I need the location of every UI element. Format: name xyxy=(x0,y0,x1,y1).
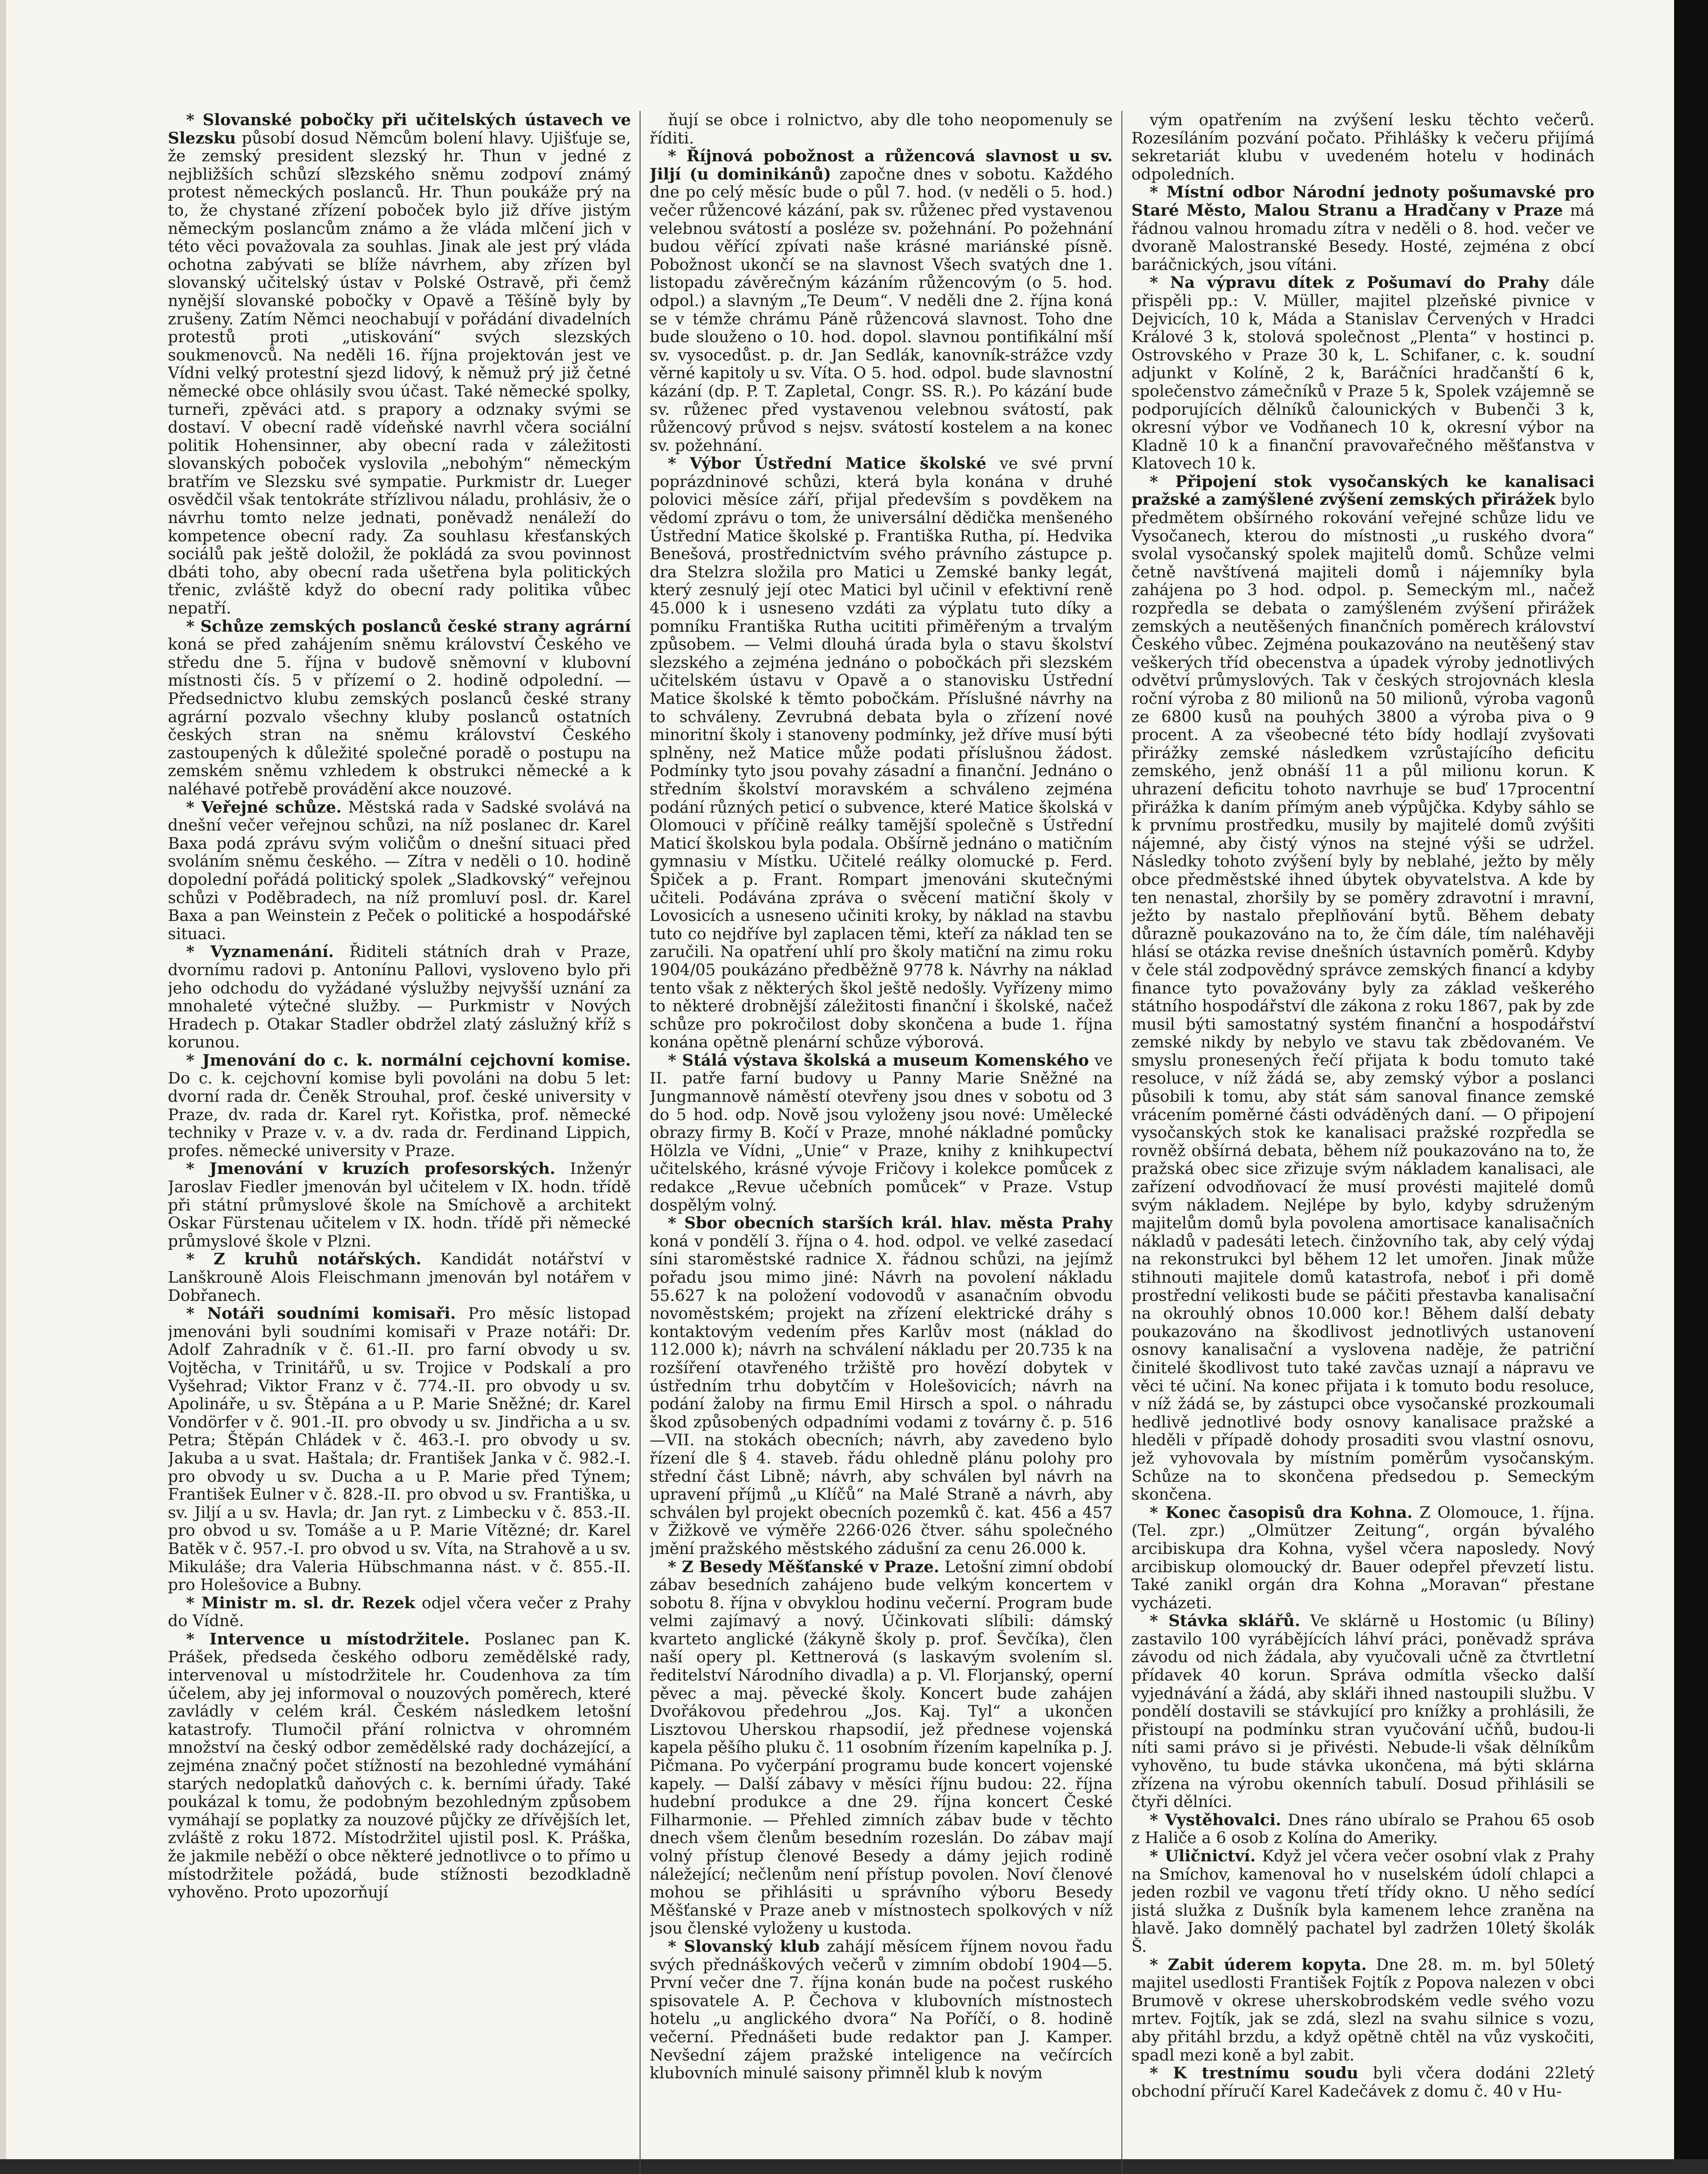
news-item xyxy=(650,1937,1113,2082)
news-item xyxy=(1131,1504,1595,1612)
news-item-heading: * Zabit úderem kopyta. xyxy=(1150,1955,1367,1974)
news-item-heading: * Schůze zemských poslanců české strany agrární xyxy=(186,617,631,636)
news-item-heading: * Vystěhovalci. xyxy=(1150,1810,1281,1829)
news-item-heading: * Slovanský klub xyxy=(668,1937,820,1956)
news-item-heading: * Uličnictví. xyxy=(1150,1847,1256,1865)
news-item-heading: * Sbor obecních starších král. hlav. města Prahy xyxy=(668,1214,1113,1233)
news-item-body: Řiditeli státních drah v Praze, dvornímu radovi p. Antonínu Pallovi, vysloveno bylo při jeho odchodu do vyžádané výslužby nejvyšší uznání za mnohaleté výtečné služby. — Purkmistr v Nových Hradech p. Otakar Stadler obdržel zlatý záslužný kříž s korunou. xyxy=(168,942,631,1052)
news-item-body: Ve sklárně u Hostomic (u Bíliny) zastavilo 100 vyrábějících láhví práci, poněvadž správa závodu od nich žádala, aby vyučovali učně za čtvrtletní přídavek 40 korun. Správa odmítla všecko další vyjednávání a žádá, aby skláři ihned nastoupili službu. V pondělí dostavili se stávkující pro knížky a prohlásili, že přistoupí na podmínku stran vyučování učňů, budou-li níti sami právo si je přivésti. Nebude-li však dělníkům vyhověno, tu bude stávka ukončena, má býti sklárna zřízena na výrobu okenních tabulí. Dosud přihlásili se čtyři dělníci. xyxy=(1131,1611,1595,1811)
news-item-body: ve své první poprázdninové schůzi, která byla konána v druhé polovici měsíce září, přijal především s povděkem na vědomí zprávu o tom, že universální dědička menšeného Ústřední Matice školské p. Františka Rutha, pí. Hedvika Benešová, prostřednictvím svého právního zástupce p. dra Stelzra složila pro Matici u Zemské banky legát, který zesnulý její otec Matici byl učinil v efektivní reně 45.000 k i usneseno vzdáti za výplatu tuto díky a pomníku Františka Rutha ucititi přiměřeným a trvalým způsobem. — Velmi dlouhá úrada byla o stavu školství slezského a zejména jednáno o pobočkách při slezském učitelském ústavu v Opavě a o stanovisku Ústřední Matice školské k těmto pobočkám. Příslušné návrhy na to schváleny. Zevrubná debata byla o zřízení nové minoritní školy i stanoveny podmínky, jež dříve musí býti splněny, než Matice může podati příslušnou žádost. Podmínky tyto jsou povahy zásadní a finanční. Jednáno o středním školství moravském a schváleno zejména podání různých peticí o subvence, které Matice školská v Olomouci v příčině reálky tamější společně s Ústřední Maticí školskou byla podala. Obšírně jednáno o matičním gymnasiu v Místku. Učitelé reálky olomucké p. Ferd. Špiček a p. Frant. Rompart jmenováni skutečnými učiteli. Podávána zpráva o svěcení matiční školy v Lovosicích a usneseno učiniti kroky, by náklad na stavbu tuto co nejdříve byl zaplacen těmi, kteří za náklad ten se zaručili. Na opatření uhlí pro školy matiční na zimu roku 1904/05 poukázáno předběžně 9778 k. Návrhy na náklad tento však z některých škol ještě nedošly. Vyřízeny mimo to některé drobnější záležitosti finanční i školské, načež schůze pro pokročilost doby skončena a bude 1. října konána opětně plenární schůze výborová. xyxy=(650,454,1113,1052)
column-3 xyxy=(1131,111,1595,2174)
news-item-body: zahájí měsícem říjnem novou řadu svých přednáškových večerů v zimním období 1904—5. První večer dne 7. října konán bude na počest ruského spisovatele A. P. Čechova v klubovních místnostech hotelu „u anglického dvora“ Na Poříčí, o 8. hodině večerní. Přednášeti bude redaktor pan J. Kamper. Nevšední zájem pražské inteligence na večírcích klubovních minulé saisony přimněl klub k novým xyxy=(650,1937,1113,2083)
news-item xyxy=(650,1214,1113,1557)
column-1 xyxy=(168,111,631,2174)
news-item-body: Letošní zimní období zábav besedních zahájeno bude velkým koncertem v sobotu 8. října v obvyklou hodinu večerní. Program bude velmi zajímavý a nový. Účinkovati slíbili: dámský kvarteto anglické (žákyně školy p. prof. Ševčíka), člen naší opery pl. Kettnerová (s laskavým svolením sl. ředitelství Národního divadla) a p. Vl. Florjanský, operní pěvec a maj. pěvecké školy. Koncert bude zahájen Dvořákovou předehrou „Jos. Kaj. Tyl“ a ukončen Lisztovou Uherskou rhapsodií, jež přednese vojenská kapela pěšího pluku č. 11 osobním řízením kapelníka p. J. Pičmana. Po vyčerpání programu bude koncert vojenské kapely. — Další zábavy v měsíci říjnu budou: 22. října hudební produkce a dne 29. října koncert České Filharmonie. — Přehled zimních zábav bude v těchto dnech všem členům besedním rozeslán. Do zábav mají volný přístup členové Besedy a dámy jejich rodině náležející; nečlenům není přístup povolen. Noví členové mohou se přihlásiti u správního výboru Besedy Měšťanské v Praze aneb v místnostech spolkových v níž jsou členské vyloženy u kustoda. xyxy=(650,1557,1113,1938)
news-item xyxy=(1131,1847,1595,1956)
news-item-body: započne dnes v sobotu. Každého dne po celý měsíc bude o půl 7. hod. (v neděli o 5. hod.) večer růžencové kázání, pak sv. růženec před vystavenou velebnou svátostí a posléze sv. požehnání. Po požehnání budou věřící zpívati naše krásné mariánské písně. Pobožnost ukončí se na slavnost Všech svatých dne 1. listopadu závěrečným kázáním růžencovým (o 5. hod. odpol.) a slavným „Te Deum“. V neděli dne 2. října koná se v témže chrámu Páně růžencová slavnost. Toho dne bude slouženo o 10. hod. dopol. slavnou pontifikální mší sv. vysocedůst. p. dr. Jan Sedlák, kanovník-strážce vzdy věrné kapitoly u sv. Víta. O 5. hod. odpol. bude slavnostní kázání (dp. P. T. Zapletal, Congr. SS. R.). Po kázání bude sv. růženec před vystavenou velebnou svátostí, pak růžencový průvod s nejsv. svátostí kostelem a na konec sv. požehnání. xyxy=(650,164,1113,455)
news-item-heading: * Stálá výstava školská a museum Komenského xyxy=(668,1050,1089,1070)
news-item-heading: * Výbor Ústřední Matice školské xyxy=(668,454,987,473)
news-item-heading: * Konec časopisů dra Kohna. xyxy=(1150,1503,1413,1522)
news-item-body: Inženýr Jaroslav Fiedler jmenován byl učitelem v IX. hodn. třídě při státní průmyslové škole na Smíchově a architekt Oskar Fürstenau učitelem v IX. hodn. třídě při německé průmyslové škole v Plzni. xyxy=(168,1159,631,1250)
scan-edge-left xyxy=(0,0,6,2174)
news-item xyxy=(168,1160,631,1250)
news-item-body: ňují se obce i rolnictvo, aby dle toho neopomenuly se říditi. xyxy=(650,111,1113,147)
news-item xyxy=(1131,1956,1595,2064)
news-item-body: má řádnou valnou hromadu zítra v neděli o 8. hod. večer ve dvoraně Malostranské Besedy. Hosté, zejména z obcí baráčnických, jsou vítáni. xyxy=(1131,200,1595,274)
column-rule xyxy=(1121,111,1122,2174)
news-item-heading: * Jmenování v kruzích profesorských. xyxy=(186,1159,556,1178)
news-item-body: ve II. patře farní budovy u Panny Marie Sněžné na Jungmannově náměstí otevřeny jsou dnes v sobotu od 3 do 5 hod. odp. Nově jsou vyloženy jsou nové: Umělecké obrazy firmy B. Kočí v Praze, mnohé nákladné pomůcky Hölzla ve Vídni, „Unie“ v Praze, knihy z knihkupectví učitelského, krásné vývoje Fričovy i kolekce pomůcek z redakce „Revue učebních pomůcek“ v Praze. Vstup dospělým volný. xyxy=(650,1050,1113,1214)
news-item xyxy=(650,454,1113,1051)
news-item xyxy=(168,798,631,943)
news-item-heading: * K trestnímu soudu xyxy=(1150,2064,1358,2083)
news-item xyxy=(1131,2064,1595,2100)
news-item xyxy=(1131,111,1595,183)
news-item-body: byli včera dodáni 22letý obchodní příručí Karel Kadečávek z domu č. 40 v Hu- xyxy=(1131,2064,1595,2101)
news-item xyxy=(168,111,631,617)
news-item xyxy=(650,111,1113,147)
news-item xyxy=(168,617,631,798)
news-item xyxy=(1131,273,1595,473)
news-item xyxy=(168,943,631,1051)
news-item-body: Z Olomouce, 1. října. (Tel. zpr.) „Olmützer Zeitung“, orgán bývalého arcibiskupa dra Kohna, vyšel včera naposledy. Nový arcibiskup olomoucký dr. Bauer odepřel převzetí listu. Také zanikl orgán dra Kohna „Moravan“ přestane vycházeti. xyxy=(1131,1503,1595,1612)
news-item-body: koná se před zahájením sněmu království Českého ve středu dne 5. října v budově sněmovní v klubovní místnosti čís. 5 v přízemí o 2. hodině odpolední. — Předsednictvo klubu zemských poslanců české strany agrární pozvalo všechny kluby poslanců ostatních českých stran na sněmu království Českého zastoupených k důležité společné poradě o postupu na zemském sněmu vzhledem k obstrukci německé a k naléhavé potřebě provádění akce nouzové. xyxy=(168,635,631,798)
news-item-body: Dnes ráno ubíralo se Prahou 65 osob z Haliče a 6 osob z Kolína do Ameriky. xyxy=(1131,1810,1595,1847)
news-item-body: vým opatřením na zvýšení lesku těchto večerů. Rozesíláním pozvání počato. Přihlášky k večeru přijímá sekretariát klubu v uvedeném hotelu v hodinách odpoledních. xyxy=(1131,111,1595,183)
news-item-body: Pro měsíc listopad jmenováni byli soudními komisaři v Praze notáři: Dr. Adolf Zahradník v č. 61.-II. pro farní obvody u sv. Vojtěcha, v Trinitářů, u sv. Trojice v Podskalí a pro Vyšehrad; Viktor Franz v č. 774.-II. pro obvody u sv. Apolináře, u sv. Štěpána a u P. Marie Sněžné; dr. Karel Vondörfer v č. 901.-II. pro obvody u sv. Jindřicha a u sv. Petra; Štěpán Chládek v č. 463.-I. pro obvody u sv. Jakuba a u svat. Haštala; dr. František Janka v č. 982.-I. pro obvody u sv. Ducha a u P. Marie před Týnem; František Eulner v č. 828.-II. pro obvod u sv. Františka, u sv. Jiljí a u sv. Havla; dr. Jan ryt. z Limbecku v č. 853.-II. pro obvod u sv. Tomáše a u P. Marie Vítězné; dr. Karel Batěk v č. 957.-I. pro obvod u sv. Víta, na Strahově a u sv. Mikuláše; dra Valeria Hübschmanna nást. v č. 855.-II. pro Holešovice a Bubny. xyxy=(168,1304,631,1594)
news-item xyxy=(650,147,1113,454)
news-item xyxy=(650,1558,1113,1937)
news-item xyxy=(1131,183,1595,273)
news-item-heading: * Veřejné schůze. xyxy=(186,797,342,817)
news-item-body: dále přispěli pp.: V. Müller, majitel plzeňské pivnice v Dejvicích, 10 k, Máda a Stanislav Červených v Hradci Králové 3 k, stolová společnost „Plenta“ v hostinci p. Ostrovského v Praze 30 k, L. Schifaner, c. k. soudní adjunkt v Kolíně, 2 k, Baráčníci hradčanští 6 k, společenstvo zámečníků v Praze 5 k, Spolek vzájemně se podporujících dělníků čalounických v Bubenči 3 k, okresní výbor ve Vodňanech 10 k, okresní výbor na Kladně 10 k a finanční pravovařečného měšťanstva v Klatovech 10 k. xyxy=(1131,273,1595,473)
news-item-body: Když jel včera večer osobní vlak z Prahy na Smíchov, kamenoval ho v nuselském údolí chlapci a jeden rozbil ve vagonu třetí třídy okno. U něho sedící jistá služka z Dušník byla kamenem lehce zraněna na hlavě. Jako domnělý pachatel byl zadržen 10letý školák Š. xyxy=(1131,1847,1595,1956)
news-item-body: Kandidát notářství v Lanškrouně Alois Fleischmann jmenován byl notářem v Dobřanech. xyxy=(168,1250,631,1305)
news-item xyxy=(168,1594,631,1630)
news-item xyxy=(168,1304,631,1594)
news-item-heading: * Notáři soudními komisaři. xyxy=(186,1304,456,1323)
news-item-heading: * Říjnová pobožnost a růžencová slavnost u sv. Jiljí (u dominikánů) xyxy=(650,147,1113,183)
news-item-heading: * Připojení stok vysočanských ke kanalisaci pražské a zamýšlené zvýšení zemských přirážek xyxy=(1131,472,1595,509)
news-item-heading: * Jmenování do c. k. normální cejchovní komise. xyxy=(186,1050,631,1070)
news-item-heading: * Na výpravu dítek z Pošumaví do Prahy xyxy=(1150,273,1549,292)
news-item-body: Poslanec pan K. Prášek, předseda českého odboru zemědělské rady, intervenoval u místodržitele hr. Coudenhova za tím účelem, aby jej informoval o nouzových poměrech, které zavládly v celém král. Českém následkem letošní katastrofy. Tlumočil přání rolnictva v ohromném množství na český odbor zemědělské rady docházející, a zejména značný počet stížností na bezohledné vymáhání starých nedoplatků daňových c. k. berními úřady. Také poukázal k tomu, že podobným bezohledným způsobem vymáhají se poplatky za nouzové půjčky ze dřívějších let, zvláště z roku 1872. Místodržitel ujistil posl. K. Práška, že jakmile neběží o obce některé jednotlivce o to přímo u místodržitele požádá, bude stížnosti bezodkladně vyhověno. Proto upozorňují xyxy=(168,1629,631,1902)
news-item-heading: * Ministr m. sl. dr. Rezek xyxy=(186,1593,415,1612)
news-item-heading: * Stávka sklářů. xyxy=(1150,1611,1301,1630)
news-item xyxy=(650,1051,1113,1214)
news-item-body: působí dosud Němcům bolení hlavy. Ujišťuje se, že zemský president slezský hr. Thun v jedné z nejbližších schůzí slezského sněmu zodpoví známý protest německých poslanců. Hr. Thun poukáže prý na to, že chystané zřízení poboček bylo již dříve jistým německým poslancům známo a že vláda mlčení jich v této věci považovala za souhlas. Jinak ale jest prý vláda ochotna zabývati se blíže návrhem, aby zřízen byl slovanský učitelský ústav v Polské Ostravě, při čemž nynější slovanské pobočky v Opavě a Těšíně byly by zrušeny. Zatím Němci neochabují v pořádání divadelních protestů proti „utiskování“ svých slezských soukmenovců. Na neděli 16. října projektován jest ve Vídni velký protestní sjezd lidový, k němuž prý již četné německé obce ohlásily svou účast. Také německé spolky, turneři, zpěváci atd. s prapory a odznaky svými se dostaví. V obecní radě vídeňské navrhl včera sociální politik Hohensinner, aby obecní rada v záležitosti slovanských poboček vyslovila „nebohým“ německým bratřím ve Slezsku své sympatie. Purkmistr dr. Lueger osvědčil však tentokráte střízlivou náladu, prohlásiv, že o návrhu tomto nelze jednati, poněvadž nenáleží do kompetence obecní rady. Za souhlasu křesťanských sociálů pak ještě doložil, že pokládá za svou povinnost dbáti toho, aby obecní rada ušetřena byla politických třenic, zvláště když do obecní rady politika vůbec nepatří. xyxy=(168,128,631,618)
news-item-heading: * Místní odbor Národní jednoty pošumavské pro Staré Město, Malou Stranu a Hradčany v Praze xyxy=(1131,183,1595,220)
news-item xyxy=(1131,1811,1595,1847)
news-item-body: koná v pondělí 3. října o 4. hod. odpol. ve velké zasedací síni staroměstské radnice X. řádnou schůzi, na jejímž pořadu jsou mimo jiné: Návrh na povolení nákladu 55.627 k na položení vodovodů v asanačním obvodu novoměstském; projekt na zřízení elektrické dráhy s kontaktovým vedením přes Karlův most (náklad do 112.000 k); návrh na schválení nákladu per 20.735 k na rozšíření otavřeného tržiště pro hovězí dobytek v ústředním trhu dobytčím v Holešovicích; návrh na podání žaloby na firmu Emil Hirsch a spol. o náhradu škod způsobených odpadními vodami z továrny č. p. 516—VII. na stokách obecních; návrh, aby zavedeno bylo řízení dle § 4. staveb. řádu ohledně plánu polohy pro střední část Libně; návrh, aby schválen byl návrh na upravení příjmů „u Klíčů“ na Malé Straně a návrh, aby schválen byl projekt obecních pozemků č. kat. 456 a 457 v Žižkově ve výměře 2266·026 čtver. sáhu společného jmění pražského městského zádušní za cenu 26.000 k. xyxy=(650,1231,1113,1558)
column-2 xyxy=(650,111,1113,2174)
news-item xyxy=(1131,1612,1595,1811)
news-item-heading: * Z kruhů notářských. xyxy=(186,1250,422,1269)
news-item-body: bylo předmětem obšírného rokování veřejné schůze lidu ve Vysočanech, kterou do místnosti „u ruského dvora“ svolal vysočanský spolek majitelů domů. Schůze velmi četně navštívená majiteli domů i nájemníky byla zahájena po 3 hod. odpol. p. Semeckým ml., načež rozpředla se debata o zamýšleném zvýšení přirážek zemských a neutěšených finančních poměrech království Českého vůbec. Zejména poukazováno na neutěšený stav veškerých tříd obecenstva a úpadek výroby jednotlivých odvětví průmyslových. Tak v českých strojovnách klesla roční výroba z 80 milionů na 50 milionů, výroba vagonů ze 6800 kusů na pouhých 3800 a výroba piva o 9 procent. A za všeobecné této bídy hodlají zvyšovati přirážky zemské následkem vzrůstajícího deficitu zemského, jenž obnáší 11 a půl milionu korun. K uhrazení deficitu tohoto navrhuje se buď 17procentní přirážka k daním přímým aneb výpůjčka. Kdyby sáhlo se k prvnímu prostředku, musily by majitelé domů zvýšiti nájemné, aby čistý výnos na stejné výši se udržel. Následky tohoto zvýšení byly by neblahé, ježto by měly obce předměstské ihned úbytek obyvatelstva. A kde by ten nenastal, zhoršily by se poměry zdravotní i mravní, ježto by nastalo přeplňování bytů. Během debaty důrazně poukazováno na to, že čím dále, tím naléhavěji hlásí se otázka revise dnešních ústavních poměrů. Kdyby v čele stál zodpovědný správce zemských financí a kdyby finance tyto považovány byly za základ veškerého státního hospodářství dle zákona z roku 1867, pak by zde musil býti samostatný systém finanční a hospodářství zemské nikdy by nebylo ve stavu tak zbědovaném. Ve smyslu pronesených řečí přijata k bodu tomuto také resoluce, v níž žádá se, aby zemský výbor a poslanci působili k tomu, aby stát sám sanoval finance zemské vrácením poměrné části odváděných daní. — O připojení vysočanských stok ke kanalisaci pražské rozpředla se rovněž obšírná debata, během níž poukazováno na to, že pražská obec sice zřizuje svým nákladem kanalisaci, ale zařízení odvodňovací že musí provésti majitelé domů svým nákladem. Nejlépe by bylo, kdyby sdruženým majitelům domů byla povolena amortisace kanalisačních nákladů v padesáti letech. činžovního tak, aby celý výdaj na rekonstrukci byl během 12 let umořen. Jinak může stihnouti majitele domů katastrofa, neboť i při domě prostřední velikosti bude se páčiti přestavba kanalisační na okrouhlý obnos 10.000 kor.! Během další debaty poukazováno na škodlivost jednotlivých ustanovení osnovy kanalisační a vyslovena naděje, že patriční činitelé škodlivost tuto také zavčas uznají a nápravu ve věci té učiní. Na konec přijata i k tomuto bodu resoluce, v níž žádá se, by zástupci obce vysočanské prozkoumali hedlivě jednotlivé body osnovy kanalisace pražské a hleděli v případě dohody prosaditi svou vlastní osnovu, jež vyhovovala by místním poměrům vysočanským. Schůze na to skončena předsedou p. Semeckým skončena. xyxy=(1131,490,1595,1504)
news-item-body: Dne 28. m. m. byl 50letý majitel usedlosti František Fojtík z Popova nalezen v obci Brumově v okrese uherskobrodském vedle svého vozu mrtev. Fojtík, jak se zdá, slezl na svahu silnice s vozu, aby přitáhl brzdu, a když opětně chtěl na vůz vyskočiti, spadl mezi koně a byl zabit. xyxy=(1131,1955,1595,2064)
news-item-body: Do c. k. cejchovní komise byli povoláni na dobu 5 let: dvorní rada dr. Čeněk Strouhal, prof. české university v Praze, dv. rada dr. Karel ryt. Kořistka, prof. německé techniky v Praze v. v. a dv. rada dr. Ferdinand Lippich, profes. německé university v Praze. xyxy=(168,1069,631,1160)
news-item-heading: * Z Besedy Měšťanské v Praze. xyxy=(668,1557,940,1576)
news-item xyxy=(168,1630,631,1901)
news-item-heading: * Vyznamenání. xyxy=(186,942,334,961)
news-item-body: Městská rada v Sadské svolává na dnešní večer veřejnou schůzi, na níž poslanec dr. Karel Baxa podá zprávu svým voličům o dnešní situaci před svoláním sněmu českého. — Zítra v neděli o 10. hodině dopolední pořádá politický spolek „Sladkovský“ veřejnou schůzi v Poděbradech, na níž promluví posl. dr. Karel Baxa a pan Weinstein z Peček o politické a hospodářské situaci. xyxy=(168,797,631,943)
news-item-heading: * Intervence u místodržitele. xyxy=(186,1629,470,1648)
news-item-heading: * Slovanské pobočky při učitelských ústavech ve Slezsku xyxy=(168,111,631,147)
news-item xyxy=(168,1051,631,1160)
news-item-body: odjel včera večer z Prahy do Vídně. xyxy=(168,1593,631,1630)
text-area xyxy=(168,111,1595,2174)
scan-edge-right xyxy=(1674,0,1708,2174)
news-item xyxy=(1131,473,1595,1504)
news-item xyxy=(168,1250,631,1304)
